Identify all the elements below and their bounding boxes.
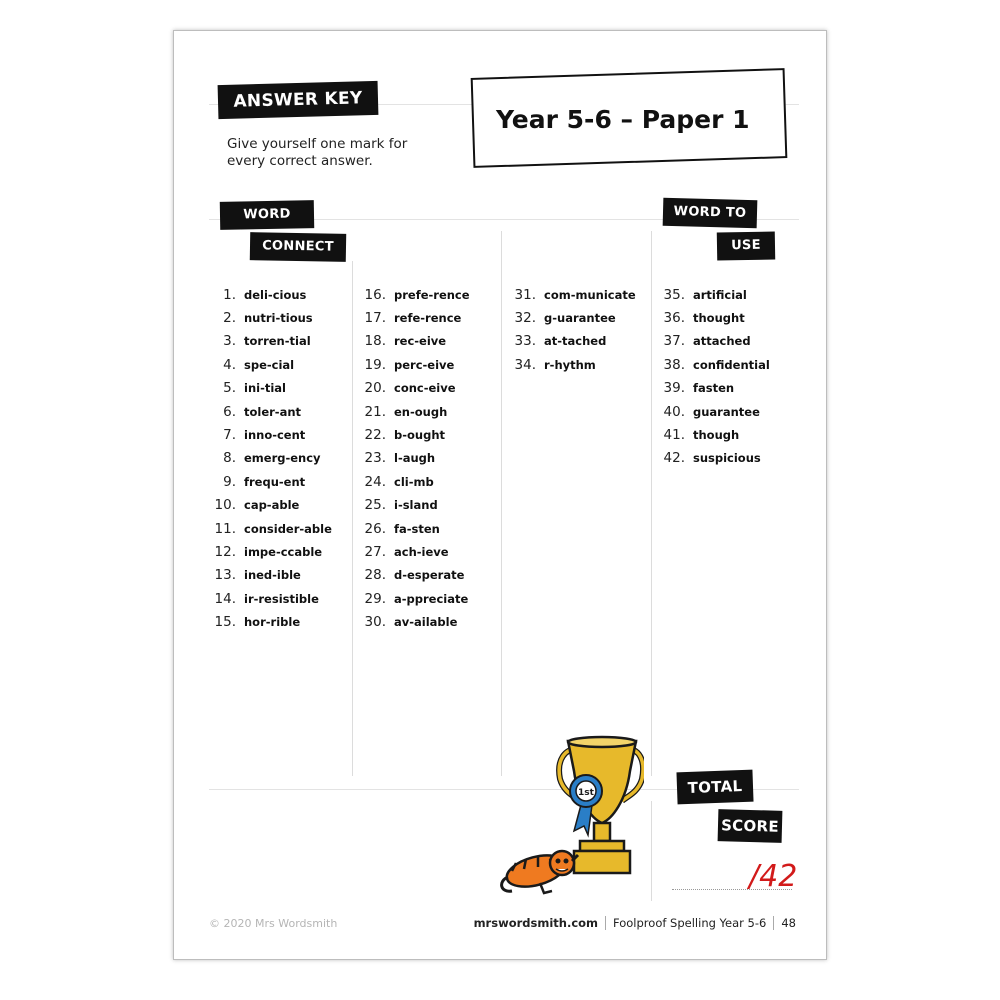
answer-number: 30. [364, 614, 386, 631]
answer-word: nutri-tious [244, 311, 313, 326]
answer-word: av-ailable [394, 615, 458, 630]
answer-row [212, 517, 332, 540]
answer-word: ach-ieve [394, 544, 449, 559]
answer-word: cap-able [244, 498, 300, 513]
answer-row [212, 610, 332, 633]
answer-word: though [693, 428, 740, 443]
answer-word: com-municate [544, 287, 636, 302]
answer-word: ined-ible [244, 568, 301, 583]
answer-word: deli-cious [244, 287, 307, 302]
answer-word: prefe-rence [394, 287, 470, 302]
tiger-icon [502, 850, 578, 893]
answer-number: 35. [663, 286, 685, 303]
footer-site: mrswordsmith.com [473, 916, 599, 930]
answers-column-3 [512, 283, 636, 377]
answer-number: 2. [223, 310, 236, 327]
answer-row [661, 423, 770, 446]
answer-number: 28. [364, 567, 386, 584]
answer-row [212, 494, 332, 517]
answer-number: 3. [223, 333, 236, 350]
answer-number: 9. [223, 473, 236, 490]
answer-number: 39. [663, 380, 685, 397]
answer-row [512, 353, 636, 376]
answer-number: 34. [514, 356, 536, 373]
answer-word: hor-rible [244, 615, 301, 630]
answer-number: 33. [514, 333, 536, 350]
page-title: Year 5-6 – Paper 1 [496, 105, 750, 134]
answer-word: cli-mb [394, 474, 434, 489]
answer-number: 17. [364, 310, 386, 327]
answer-row [362, 610, 470, 633]
answer-row [212, 564, 332, 587]
answer-number: 18. [364, 333, 386, 350]
intro-text: Give yourself one mark for every correct answer. [227, 136, 408, 169]
answer-word: en-ough [394, 404, 448, 419]
answer-row [212, 377, 332, 400]
answer-number: 11. [214, 520, 236, 537]
answer-word: confidential [693, 357, 770, 372]
answer-number: 31. [514, 286, 536, 303]
answer-number: 1. [223, 286, 236, 303]
use-tag: USE [717, 231, 775, 260]
answer-number: 40. [663, 403, 685, 420]
answer-number: 38. [663, 356, 685, 373]
answer-word: suspicious [693, 451, 761, 466]
answer-word: emerg-ency [244, 451, 321, 466]
answer-row [362, 377, 470, 400]
answer-row [661, 306, 770, 329]
answer-row [362, 400, 470, 423]
answer-word: torren-tial [244, 334, 311, 349]
page-number: 48 [781, 916, 796, 930]
answer-row [661, 353, 770, 376]
connect-tag: CONNECT [250, 232, 346, 262]
answer-row [512, 306, 636, 329]
footer-credits [474, 916, 796, 930]
column-divider-4 [651, 801, 652, 901]
answer-row [362, 330, 470, 353]
answer-word: at-tached [544, 334, 607, 349]
answer-word: impe-ccable [244, 544, 323, 559]
answer-row [212, 306, 332, 329]
answer-row [212, 423, 332, 446]
answer-word: perc-eive [394, 357, 455, 372]
column-divider-3 [651, 231, 652, 776]
svg-text:1st: 1st [578, 788, 594, 798]
answer-number: 6. [223, 403, 236, 420]
answer-row [362, 517, 470, 540]
answer-word: fa-sten [394, 521, 440, 536]
answer-number: 14. [214, 590, 236, 607]
answer-number: 16. [364, 286, 386, 303]
footer-book: Foolproof Spelling Year 5-6 [613, 916, 767, 930]
answers-column-1 [212, 283, 332, 634]
answer-row [362, 564, 470, 587]
answer-row [212, 283, 332, 306]
copyright: © 2020 Mrs Wordsmith [209, 917, 338, 930]
answer-row [212, 447, 332, 470]
answer-row [212, 330, 332, 353]
answer-word: b-ought [394, 428, 446, 443]
answer-number: 26. [364, 520, 386, 537]
worksheet-page [173, 30, 827, 960]
answer-word: frequ-ent [244, 474, 306, 489]
answer-word: g-uarantee [544, 311, 616, 326]
answer-row [661, 400, 770, 423]
answer-number: 10. [214, 497, 236, 514]
answer-row [512, 283, 636, 306]
answer-number: 22. [364, 427, 386, 444]
answer-word: r-hythm [544, 357, 596, 372]
answers-column-4 [661, 283, 770, 470]
answer-number: 4. [223, 356, 236, 373]
answer-number: 13. [214, 567, 236, 584]
answer-row [362, 447, 470, 470]
answer-word: inno-cent [244, 428, 306, 443]
answer-number: 7. [223, 427, 236, 444]
answer-word: artificial [693, 287, 747, 302]
trophy-tiger-illustration [494, 731, 644, 901]
answer-number: 42. [663, 450, 685, 467]
answer-number: 19. [364, 356, 386, 373]
word-to-tag: WORD TO [663, 198, 758, 228]
footer-divider [773, 916, 774, 930]
answer-row [362, 470, 470, 493]
answer-number: 15. [214, 614, 236, 631]
answer-number: 37. [663, 333, 685, 350]
answer-word: ini-tial [244, 381, 286, 396]
answer-number: 25. [364, 497, 386, 514]
answer-number: 41. [663, 427, 685, 444]
answer-row [362, 587, 470, 610]
answer-number: 8. [223, 450, 236, 467]
answer-word: thought [693, 311, 745, 326]
answer-number: 20. [364, 380, 386, 397]
answer-word: conc-eive [394, 381, 456, 396]
answer-row [362, 353, 470, 376]
answer-number: 24. [364, 473, 386, 490]
answer-word: consider-able [244, 521, 332, 536]
answer-word: i-sland [394, 498, 438, 513]
answer-row [661, 330, 770, 353]
answer-number: 12. [214, 543, 236, 560]
footer-divider [605, 916, 606, 930]
answer-word: a-ppreciate [394, 591, 469, 606]
total-tag: TOTAL [676, 770, 753, 805]
answer-row [512, 330, 636, 353]
answer-row [362, 306, 470, 329]
answer-number: 29. [364, 590, 386, 607]
answer-number: 27. [364, 543, 386, 560]
word-tag: WORD [220, 200, 314, 230]
answer-row [362, 540, 470, 563]
answer-row [212, 470, 332, 493]
answer-row [661, 447, 770, 470]
answer-word: d-esperate [394, 568, 465, 583]
answer-word: toler-ant [244, 404, 302, 419]
answer-key-tag: ANSWER KEY [218, 81, 379, 119]
answer-word: attached [693, 334, 751, 349]
trophy-icon [559, 737, 643, 873]
answer-row [212, 587, 332, 610]
score-value: /42 [749, 859, 798, 894]
answer-row [661, 377, 770, 400]
answer-word: guarantee [693, 404, 760, 419]
answer-row [362, 423, 470, 446]
answer-word: l-augh [394, 451, 436, 466]
answer-word: fasten [693, 381, 735, 396]
answer-number: 32. [514, 310, 536, 327]
answer-row [362, 494, 470, 517]
answer-row [212, 400, 332, 423]
answer-word: ir-resistible [244, 591, 319, 606]
answer-word: rec-eive [394, 334, 447, 349]
answer-number: 23. [364, 450, 386, 467]
answer-row [661, 283, 770, 306]
answer-word: spe-cial [244, 357, 295, 372]
answer-row [362, 283, 470, 306]
answer-word: refe-rence [394, 311, 462, 326]
answer-row [212, 353, 332, 376]
answer-number: 36. [663, 310, 685, 327]
column-divider-2 [501, 231, 502, 776]
column-divider-1 [352, 261, 353, 776]
answer-number: 21. [364, 403, 386, 420]
answers-column-2 [362, 283, 470, 634]
answer-row [212, 540, 332, 563]
score-tag: SCORE [718, 809, 783, 843]
answer-number: 5. [223, 380, 236, 397]
